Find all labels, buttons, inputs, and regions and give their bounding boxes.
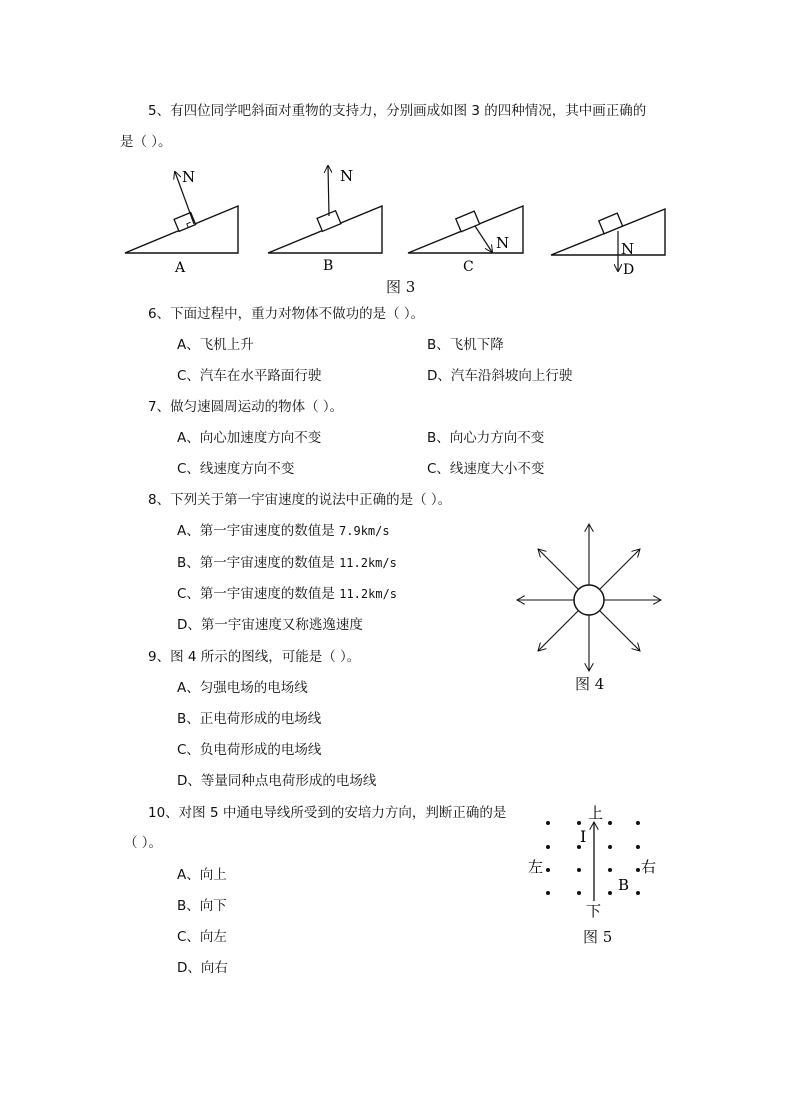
label-up: 上 bbox=[588, 804, 604, 822]
field-dot bbox=[577, 821, 581, 825]
q5-stem-line2: 是（ ）。 bbox=[120, 134, 172, 150]
q7-option-c: C、线速度方向不变 bbox=[177, 461, 295, 477]
field-dot bbox=[608, 891, 612, 895]
field-dot bbox=[608, 868, 612, 872]
force-label: N bbox=[496, 234, 510, 252]
q7-stem: 7、做匀速圆周运动的物体（ ）。 bbox=[148, 399, 344, 415]
label-left: 左 bbox=[528, 858, 544, 876]
q9-option-c: C、负电荷形成的电场线 bbox=[177, 742, 322, 758]
q9-option-a: A、匀强电场的电场线 bbox=[177, 680, 308, 696]
option-text: A、第一宇宙速度的数值是 bbox=[177, 523, 340, 539]
figure-5-caption: 图 5 bbox=[583, 928, 613, 946]
current-label: I bbox=[580, 827, 587, 846]
label-right: 右 bbox=[641, 858, 657, 876]
incline-c bbox=[408, 206, 523, 275]
field-line bbox=[600, 549, 640, 589]
option-label-a: A bbox=[175, 260, 186, 276]
option-label-d: D bbox=[623, 262, 635, 278]
field-dot bbox=[636, 845, 640, 849]
option-label-c: C bbox=[463, 259, 474, 275]
q10-option-c: C、向左 bbox=[177, 929, 227, 945]
q6-option-b: B、飞机下降 bbox=[427, 337, 504, 353]
option-value: 11.2km/s bbox=[339, 556, 397, 570]
incline-a bbox=[125, 168, 238, 276]
field-dot bbox=[577, 868, 581, 872]
q7-option-b: B、向心力方向不变 bbox=[427, 430, 545, 446]
option-text: B、第一宇宙速度的数值是 bbox=[177, 555, 340, 571]
field-line bbox=[538, 549, 578, 589]
field-label: B bbox=[618, 876, 630, 894]
force-arrow bbox=[328, 166, 329, 216]
force-label: N bbox=[340, 167, 354, 185]
q10-option-d: D、向右 bbox=[177, 960, 228, 976]
field-line bbox=[538, 611, 578, 651]
figure-5 bbox=[520, 800, 670, 925]
q6-option-c: C、汽车在水平路面行驶 bbox=[177, 368, 322, 384]
q9-option-d: D、等量同种点电荷形成的电场线 bbox=[177, 773, 377, 789]
field-dot bbox=[546, 821, 550, 825]
option-label-b: B bbox=[323, 258, 334, 274]
force-label: N bbox=[182, 168, 196, 186]
field-dot bbox=[608, 821, 612, 825]
option-value: 7.9km/s bbox=[339, 524, 390, 538]
q9-option-b: B、正电荷形成的电场线 bbox=[177, 711, 322, 727]
block bbox=[174, 212, 196, 231]
q10-stem-line1: 10、对图 5 中通电导线所受到的安培力方向，判断正确的是 bbox=[148, 805, 507, 821]
q7-option-a: A、向心加速度方向不变 bbox=[177, 430, 322, 446]
q5-stem-line1: 5、有四位同学吧斜面对重物的支持力，分别画成如图 3 的四种情况，其中画正确的 bbox=[148, 103, 647, 119]
q8-option-d bbox=[177, 616, 363, 634]
q8-option-a bbox=[177, 522, 390, 540]
field-dot bbox=[546, 845, 550, 849]
q10-option-a: A、向上 bbox=[177, 867, 227, 883]
field-dot bbox=[636, 891, 640, 895]
option-text: C、第一宇宙速度的数值是 bbox=[177, 586, 340, 602]
q8-option-b bbox=[177, 554, 397, 572]
q9-stem: 9、图 4 所示的图线，可能是（ ）。 bbox=[148, 649, 361, 665]
incline-d bbox=[551, 209, 665, 278]
option-value: 11.2km/s bbox=[339, 587, 398, 601]
q7-option-d: C、线速度大小不变 bbox=[427, 461, 545, 477]
figure-3-caption: 图 3 bbox=[386, 278, 416, 296]
q10-option-b: B、向下 bbox=[177, 898, 227, 914]
q10-stem-line2: （ ）。 bbox=[124, 835, 163, 851]
field-dot bbox=[608, 845, 612, 849]
point-charge bbox=[574, 585, 604, 615]
force-label: N bbox=[621, 240, 635, 258]
figure-4 bbox=[510, 518, 670, 678]
incline-b bbox=[268, 166, 382, 274]
label-down: 下 bbox=[586, 902, 602, 920]
field-dot bbox=[636, 868, 640, 872]
q8-option-c bbox=[177, 585, 397, 603]
field-line bbox=[600, 611, 640, 651]
option-text: D、第一宇宙速度又称逃逸速度 bbox=[177, 617, 363, 633]
block bbox=[599, 213, 623, 234]
field-dot bbox=[546, 891, 550, 895]
figure-4-caption: 图 4 bbox=[575, 675, 605, 693]
field-dot bbox=[636, 821, 640, 825]
force-arrow bbox=[475, 226, 492, 252]
q8-stem: 8、下列关于第一宇宙速度的说法中正确的是（ ）。 bbox=[148, 492, 452, 508]
field-dot bbox=[546, 868, 550, 872]
q6-option-d: D、汽车沿斜坡向上行驶 bbox=[427, 368, 573, 384]
field-dot bbox=[577, 891, 581, 895]
q6-stem: 6、下面过程中，重力对物体不做功的是（ ）。 bbox=[148, 306, 425, 322]
q6-option-a: A、飞机上升 bbox=[177, 337, 254, 353]
